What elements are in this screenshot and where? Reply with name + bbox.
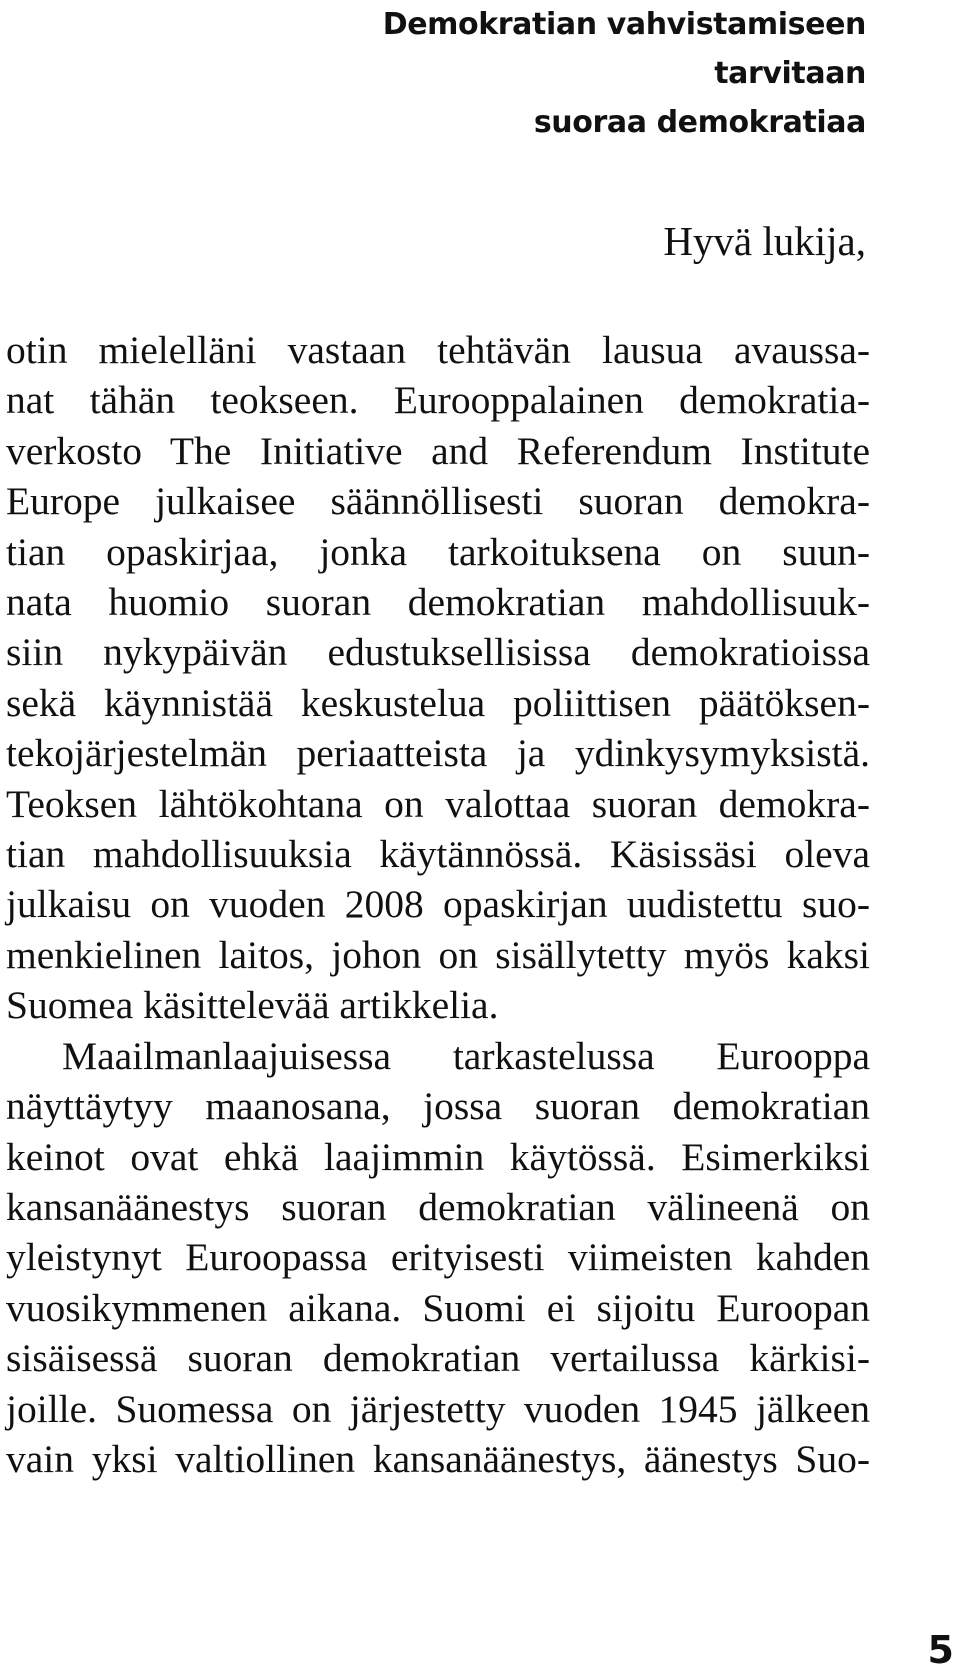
text-line: sekä käynnistää keskustelua poliittisen päätöksen- [6, 680, 870, 725]
page-number: 5 [927, 1628, 954, 1671]
text-line: vain yksi valtiollinen kansanäänestys, äänestys Suo- [6, 1436, 870, 1481]
text-line: tekojärjestelmän periaatteista ja ydinkysymyksistä. [6, 731, 870, 776]
text-line: menkielinen laitos, johon on sisällytetty myös kaksi [6, 932, 870, 977]
text-line: Teoksen lähtökohtana on valottaa suoran demokra- [6, 781, 870, 826]
paragraph-1 [6, 325, 870, 1031]
text-line: näyttäytyy maanosana, jossa suoran demokratian [6, 1084, 870, 1129]
text-line: julkaisu on vuoden 2008 opaskirjan uudistettu suo- [6, 882, 870, 927]
text-line: tian mahdollisuuksia käytännössä. Käsissäsi oleva [6, 832, 870, 877]
text-line: siin nykypäivän edustuksellisissa demokratioissa [6, 630, 870, 675]
text-line: Suomea käsittelevää artikkelia. [6, 983, 499, 1028]
text-line: otin mielelläni vastaan tehtävän lausua avaussa- [6, 328, 870, 372]
paragraph-2 [6, 1031, 870, 1485]
salutation: Hyvä lukija, [663, 218, 866, 264]
text-line: tian opaskirjaa, jonka tarkoituksena on suun- [6, 529, 870, 574]
text-line: yleistynyt Euroopassa erityisesti viimeisten kahden [6, 1235, 870, 1280]
chapter-heading-line-2: suoraa demokratiaa [533, 105, 866, 140]
text-line: kansanäänestys suoran demokratian välineenä on [6, 1184, 870, 1229]
text-line: nat tähän teokseen. Eurooppalainen demokratia- [6, 378, 870, 423]
text-line: vuosikymmenen aikana. Suomi ei sijoitu Euroopan [6, 1285, 870, 1330]
text-line: keinot ovat ehkä laajimmin käytössä. Esimerkiksi [6, 1134, 870, 1179]
text-line: Europe julkaisee säännöllisesti suoran demokra- [6, 479, 870, 524]
chapter-heading-line-1: Demokratian vahvistamiseen tarvitaan [382, 7, 866, 91]
text-line: nata huomio suoran demokratian mahdollisuuk- [6, 580, 870, 625]
text-line: Maailmanlaajuisessa tarkastelussa Eurooppa [62, 1033, 870, 1078]
text-line: sisäisessä suoran demokratian vertailussa kärkisi- [6, 1336, 870, 1381]
text-line: verkosto The Initiative and Referendum Institute [6, 428, 870, 473]
body-text [6, 325, 870, 1484]
chapter-heading [226, 0, 866, 147]
text-line: joille. Suomessa on järjestetty vuoden 1945 jälkeen [6, 1386, 870, 1431]
